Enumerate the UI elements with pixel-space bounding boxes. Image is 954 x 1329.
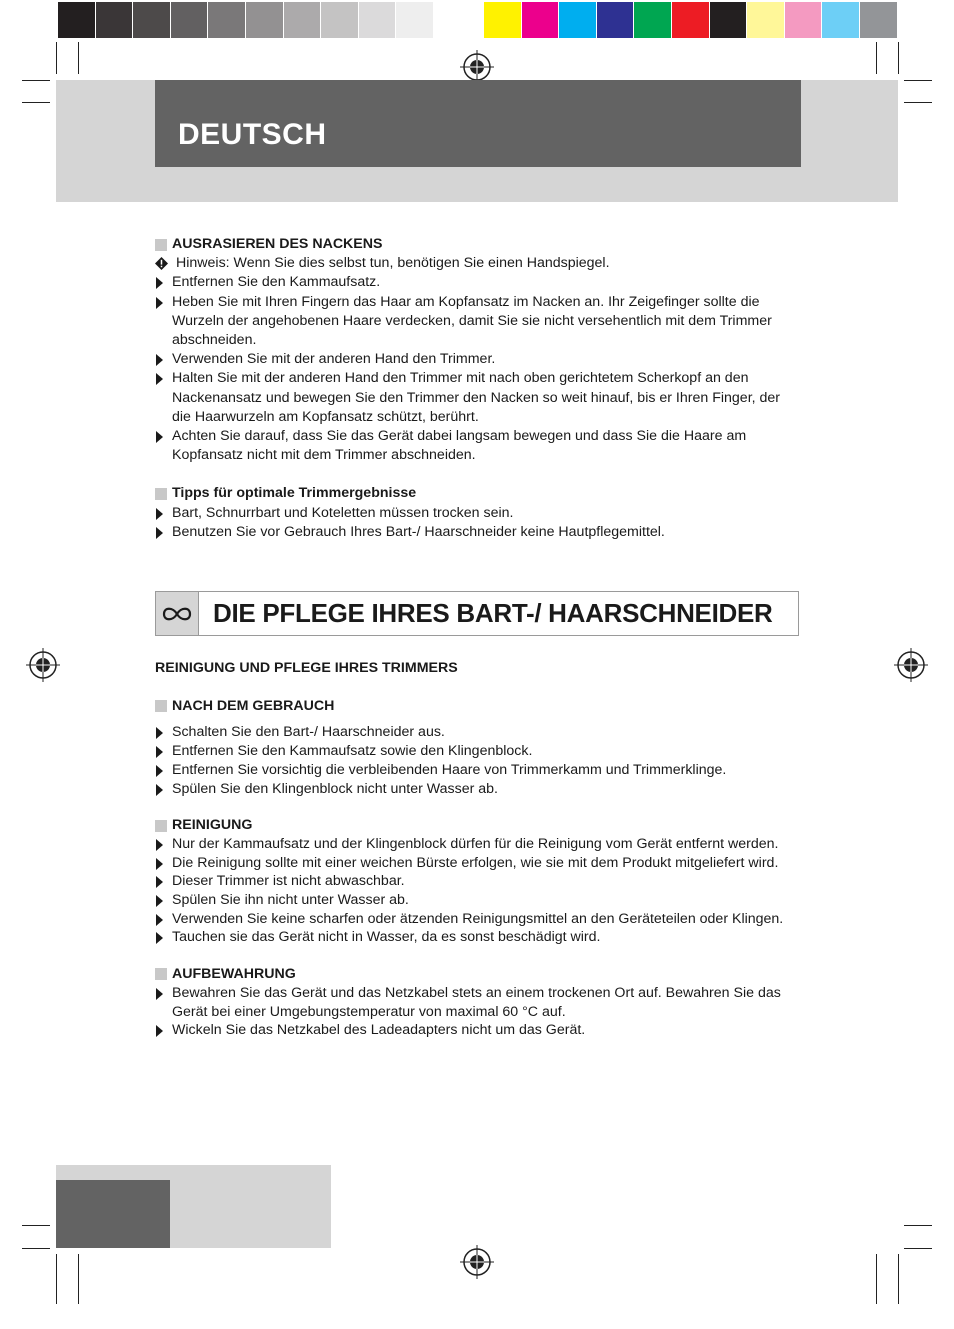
- list-item: Achten Sie darauf, dass Sie das Gerät dabei langsam bewegen und dass Sie die Haare am Kopfansatz nicht mit dem Trimmer abschneiden.: [155, 427, 795, 465]
- arrow-bullet-icon: [156, 431, 163, 443]
- arrow-bullet-icon: [156, 354, 163, 366]
- list-item: Die Reinigung sollte mit einer weichen Bürste erfolgen, wie sie mit dem Produkt mitgeliefert wird.: [155, 854, 795, 873]
- arrow-bullet-icon: [156, 895, 163, 907]
- neck-note: Hinweis: Wenn Sie dies selbst tun, benötigen Sie einen Handspiegel.: [155, 254, 795, 273]
- color-swatch: [434, 2, 472, 38]
- color-swatch: [58, 2, 96, 38]
- arrow-bullet-icon: [156, 784, 163, 796]
- square-bullet-icon: [155, 700, 167, 712]
- arrow-bullet-icon: [156, 876, 163, 888]
- list-item: Verwenden Sie keine scharfen oder ätzenden Reinigungsmittel an den Geräteteilen oder Klingen.: [155, 910, 795, 929]
- list-item: Entfernen Sie den Kammaufsatz sowie den Klingenblock.: [155, 742, 795, 761]
- color-swatch: [522, 2, 560, 38]
- arrow-bullet-icon: [156, 297, 163, 309]
- arrow-bullet-icon: [156, 727, 163, 739]
- square-bullet-icon: [155, 239, 167, 251]
- square-bullet-icon: [155, 968, 167, 980]
- arrow-bullet-icon: [156, 1025, 163, 1037]
- list-item: Heben Sie mit Ihren Fingern das Haar am Kopfansatz im Nacken an. Ihr Zeigefinger sollte die Wurzeln der angehobenen Haare verdecken, damit Sie sie nicht versehentlich mit dem Trimmer abschneiden.: [155, 293, 795, 351]
- list-item: Verwenden Sie mit der anderen Hand den Trimmer.: [155, 350, 795, 369]
- after-use-list: [155, 723, 795, 798]
- color-swatch: [246, 2, 284, 38]
- tips-heading: Tipps für optimale Trimmergebnisse: [155, 484, 795, 503]
- infinity-icon: [160, 604, 194, 624]
- lower-content: [155, 659, 795, 1040]
- arrow-bullet-icon: [156, 277, 163, 289]
- storage-list: [155, 984, 795, 1040]
- section-icon-box: [156, 592, 199, 635]
- registration-mark-icon: [894, 648, 928, 682]
- color-swatch: [171, 2, 209, 38]
- color-swatch: [634, 2, 672, 38]
- list-item: Entfernen Sie vorsichtig die verbleibenden Haare von Trimmerkamm und Trimmerklinge.: [155, 761, 795, 780]
- warning-icon: [155, 257, 168, 270]
- footer-page-tab: [56, 1180, 170, 1248]
- list-item: Schalten Sie den Bart-/ Haarschneider aus.: [155, 723, 795, 742]
- registration-mark-icon: [460, 50, 494, 84]
- page-title: DEUTSCH: [178, 118, 327, 151]
- list-item: Bewahren Sie das Gerät und das Netzkabel stets an einem trockenen Ort auf. Bewahren Sie das Gerät bei einer Umgebungstemperatur von maximal 60 °C auf.: [155, 984, 795, 1021]
- after-use-heading: NACH DEM GEBRAUCH: [155, 697, 795, 716]
- list-item: Bart, Schnurrbart und Koteletten müssen trocken sein.: [155, 504, 795, 523]
- arrow-bullet-icon: [156, 839, 163, 851]
- color-swatch: [96, 2, 134, 38]
- registration-mark-icon: [460, 1245, 494, 1279]
- color-swatch: [785, 2, 823, 38]
- color-swatch: [860, 2, 898, 38]
- grayscale-color-bar: [58, 2, 472, 38]
- arrow-bullet-icon: [156, 508, 163, 520]
- list-item: Nur der Kammaufsatz und der Klingenblock dürfen für die Reinigung vom Gerät entfernt werden.: [155, 835, 795, 854]
- color-swatch: [710, 2, 748, 38]
- square-bullet-icon: [155, 488, 167, 500]
- list-item: Spülen Sie den Klingenblock nicht unter Wasser ab.: [155, 780, 795, 799]
- list-item: Spülen Sie ihn nicht unter Wasser ab.: [155, 891, 795, 910]
- color-swatch: [672, 2, 710, 38]
- list-item: Dieser Trimmer ist nicht abwaschbar.: [155, 872, 795, 891]
- neck-steps: [155, 273, 795, 465]
- color-swatch: [822, 2, 860, 38]
- arrow-bullet-icon: [156, 858, 163, 870]
- color-swatch: [559, 2, 597, 38]
- arrow-bullet-icon: [156, 527, 163, 539]
- color-swatch: [747, 2, 785, 38]
- color-swatch: [208, 2, 246, 38]
- list-item: Entfernen Sie den Kammaufsatz.: [155, 273, 795, 292]
- section-title: DIE PFLEGE IHRES BART-/ HAARSCHNEIDER: [213, 598, 773, 628]
- storage-heading: AUFBEWAHRUNG: [155, 965, 795, 984]
- color-swatch: [284, 2, 322, 38]
- color-swatch: [597, 2, 635, 38]
- cleaning-list: [155, 835, 795, 947]
- registration-mark-icon: [26, 648, 60, 682]
- list-item: Benutzen Sie vor Gebrauch Ihres Bart-/ Haarschneider keine Hautpflegemittel.: [155, 523, 795, 542]
- arrow-bullet-icon: [156, 932, 163, 944]
- arrow-bullet-icon: [156, 988, 163, 1000]
- color-swatch: [133, 2, 171, 38]
- color-swatch: [396, 2, 434, 38]
- color-swatch: [321, 2, 359, 38]
- upper-content: [155, 235, 795, 542]
- arrow-bullet-icon: [156, 746, 163, 758]
- tips-list: [155, 504, 795, 542]
- process-color-bar: [484, 2, 898, 38]
- list-item: Tauchen sie das Gerät nicht in Wasser, da es sonst beschädigt wird.: [155, 928, 795, 947]
- square-bullet-icon: [155, 820, 167, 832]
- list-item: Halten Sie mit der anderen Hand den Trimmer mit nach oben gerichtetem Scherkopf an den Nackenansatz und bewegen Sie den Trimmer den Nacken so weit hinauf, bis er Ihren Finger, der die Haarwurzeln am Kopfansatz schützt, berührt.: [155, 369, 795, 427]
- color-swatch: [359, 2, 397, 38]
- list-item: Wickeln Sie das Netzkabel des Ladeadapters nicht um das Gerät.: [155, 1021, 795, 1040]
- cleaning-heading: REINIGUNG: [155, 816, 795, 835]
- arrow-bullet-icon: [156, 765, 163, 777]
- care-section-header: [155, 591, 799, 636]
- arrow-bullet-icon: [156, 373, 163, 385]
- arrow-bullet-icon: [156, 914, 163, 926]
- color-swatch: [484, 2, 522, 38]
- cleaning-intro-heading: REINIGUNG UND PFLEGE IHRES TRIMMERS: [155, 660, 458, 676]
- neck-heading: AUSRASIEREN DES NACKENS: [155, 235, 795, 254]
